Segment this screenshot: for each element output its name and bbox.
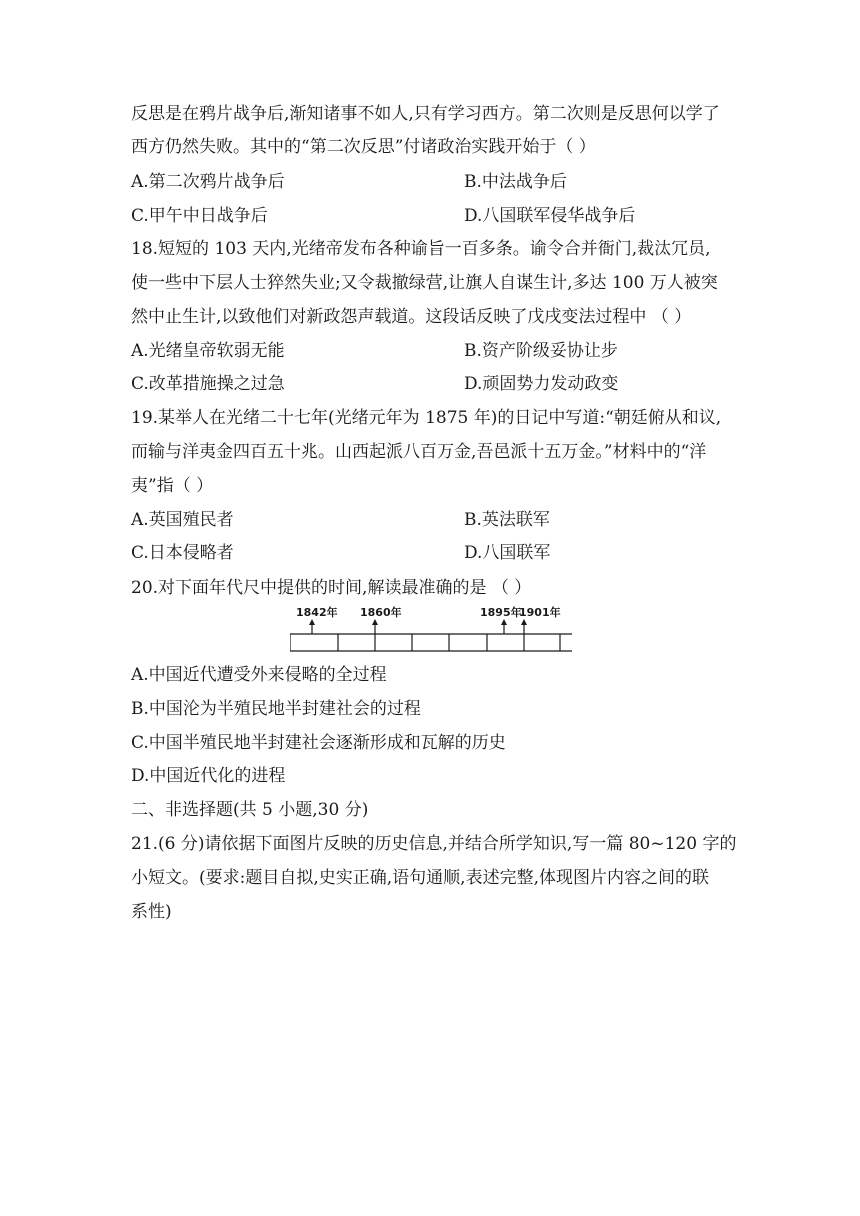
q18-option-c: C.改革措施操之过急 (131, 374, 285, 394)
q18-option-b: B.资产阶级妥协让步 (464, 341, 618, 361)
q21-stem-line2: 小短文。(要求:题目自拟,史实正确,语句通顺,表述完整,体现图片内容之间的联 (131, 868, 709, 888)
q18-option-d: D.顽固势力发动政变 (464, 374, 619, 394)
timeline-arrow-1860 (372, 619, 378, 634)
q19-stem-line1: 19.某举人在光绪二十七年(光绪元年为 1875 年)的日记中写道:“朝廷俯从和议, (131, 408, 722, 428)
q20-option-b: B.中国沦为半殖民地半封建社会的过程 (131, 699, 421, 719)
q21-stem-line1: 21.(6 分)请依据下面图片反映的历史信息,并结合所学知识,写一篇 80~120 字的 (131, 834, 737, 854)
q18-stem-line3: 然中止生计,以致他们对新政怨声载道。这段话反映了戊戌变法过程中 （ ） (131, 307, 692, 327)
q18-stem-line1: 18.短短的 103 天内,光绪帝发布各种谕旨一百多条。谕令合并衙门,裁汰冗员, (131, 239, 711, 259)
q20-option-c: C.中国半殖民地半封建社会逐渐形成和瓦解的历史 (131, 733, 506, 753)
timeline-arrow-1895 (501, 619, 507, 634)
q17-option-a: A.第二次鸦片战争后 (131, 172, 285, 192)
q17-option-d: D.八国联军侵华战争后 (464, 206, 636, 226)
q19-option-d: D.八国联军 (464, 543, 551, 563)
q19-stem-line3: 夷”指（ ） (131, 476, 214, 496)
q17-option-c: C.甲午中日战争后 (131, 206, 268, 226)
q19-stem-line2: 而输与洋夷金四百五十兆。山西起派八百万金,吾邑派十五万金。”材料中的“洋 (131, 442, 707, 462)
timeline-label-1842: 1842年 (296, 606, 338, 619)
timeline-ruler (290, 634, 572, 651)
timeline-arrow-1901 (521, 619, 527, 634)
timeline-arrow-1842 (309, 619, 315, 634)
q19-option-a: A.英国殖民者 (131, 510, 234, 530)
q20-option-d: D.中国近代化的进程 (131, 766, 286, 786)
q19-option-b: B.英法联军 (464, 510, 550, 530)
q21-stem-line3: 系性) (131, 902, 172, 922)
section-heading-nonchoice: 二、非选择题(共 5 小题,30 分) (131, 800, 369, 820)
q17-stem-line2: 西方仍然失败。其中的“第二次反思”付诸政治实践开始于（ ） (131, 137, 596, 157)
q20-option-a: A.中国近代遭受外来侵略的全过程 (131, 665, 387, 685)
q17-option-b: B.中法战争后 (464, 172, 567, 192)
q18-option-a: A.光绪皇帝软弱无能 (131, 341, 285, 361)
q20-timeline (290, 604, 580, 656)
timeline-label-1901: 1901年 (519, 606, 561, 619)
timeline-label-1860: 1860年 (360, 606, 402, 619)
q20-stem: 20.对下面年代尺中提供的时间,解读最准确的是 （ ） (131, 578, 532, 598)
q18-stem-line2: 使一些中下层人士猝然失业;又令裁撤绿营,让旗人自谋生计,多达 100 万人被突 (131, 273, 718, 293)
timeline-label-1895: 1895年 (480, 606, 522, 619)
q19-option-c: C.日本侵略者 (131, 543, 234, 563)
q17-stem-line1: 反思是在鸦片战争后,渐知诸事不如人,只有学习西方。第二次则是反思何以学了 (131, 104, 720, 124)
